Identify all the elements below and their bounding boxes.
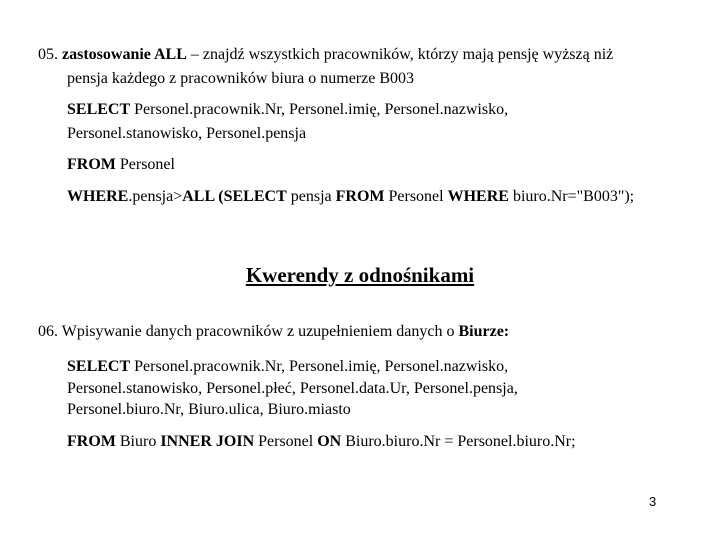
item06-select-line1: SELECT Personel.pracownik.Nr, Personel.imię, Personel.nazwisko, xyxy=(67,358,509,375)
subquery-where-keyword: WHERE xyxy=(447,188,509,205)
item05-select-line1: SELECT Personel.pracownik.Nr, Personel.imię, Personel.nazwisko, xyxy=(67,101,509,118)
item06-select-line3: Personel.biuro.Nr, Biuro.ulica, Biuro.miasto xyxy=(67,401,351,418)
on-keyword: ON xyxy=(317,433,342,450)
item06-description: 06. Wpisywanie danych pracowników z uzupełnieniem danych o Biurze: xyxy=(38,323,510,340)
from-keyword: FROM xyxy=(67,156,116,173)
select-keyword: SELECT xyxy=(67,358,131,375)
item05-description-line1 xyxy=(38,45,613,65)
inner-join-keyword: INNER JOIN xyxy=(160,433,255,450)
item05-keyword: zastosowanie ALL xyxy=(62,46,187,63)
item05-description-line2: pensja każdego z pracowników biura o numerze B003 xyxy=(67,70,414,87)
subquery-select-keyword: (SELECT xyxy=(214,188,287,205)
item06-description-bold: Biurze: xyxy=(458,323,510,340)
item06-select-line2: Personel.stanowisko, Personel.płeć, Personel.data.Ur, Personel.pensja, xyxy=(67,380,518,397)
item05-from-line: FROM Personel xyxy=(67,156,175,173)
all-keyword: ALL xyxy=(182,188,215,205)
item05-where-line: WHERE.pensja>ALL (SELECT pensja FROM Personel WHERE biuro.Nr="B003"); xyxy=(67,188,635,205)
item05-select-line2: Personel.stanowisko, Personel.pensja xyxy=(67,125,307,142)
page-number: 3 xyxy=(649,494,657,509)
select-keyword: SELECT xyxy=(67,101,131,118)
item06-from-line: FROM Biuro INNER JOIN Personel ON Biuro.biuro.Nr = Personel.biuro.Nr; xyxy=(67,433,576,450)
item05-description-rest: – znajdź wszystkich pracowników, którzy mają pensję wyższą niż xyxy=(186,46,614,63)
section-heading: Kwerendy z odnośnikami xyxy=(245,263,475,287)
from-keyword: FROM xyxy=(67,433,116,450)
item05-number: 05. xyxy=(38,46,58,63)
where-keyword: WHERE xyxy=(67,188,129,205)
subquery-from-keyword: FROM xyxy=(335,188,385,205)
